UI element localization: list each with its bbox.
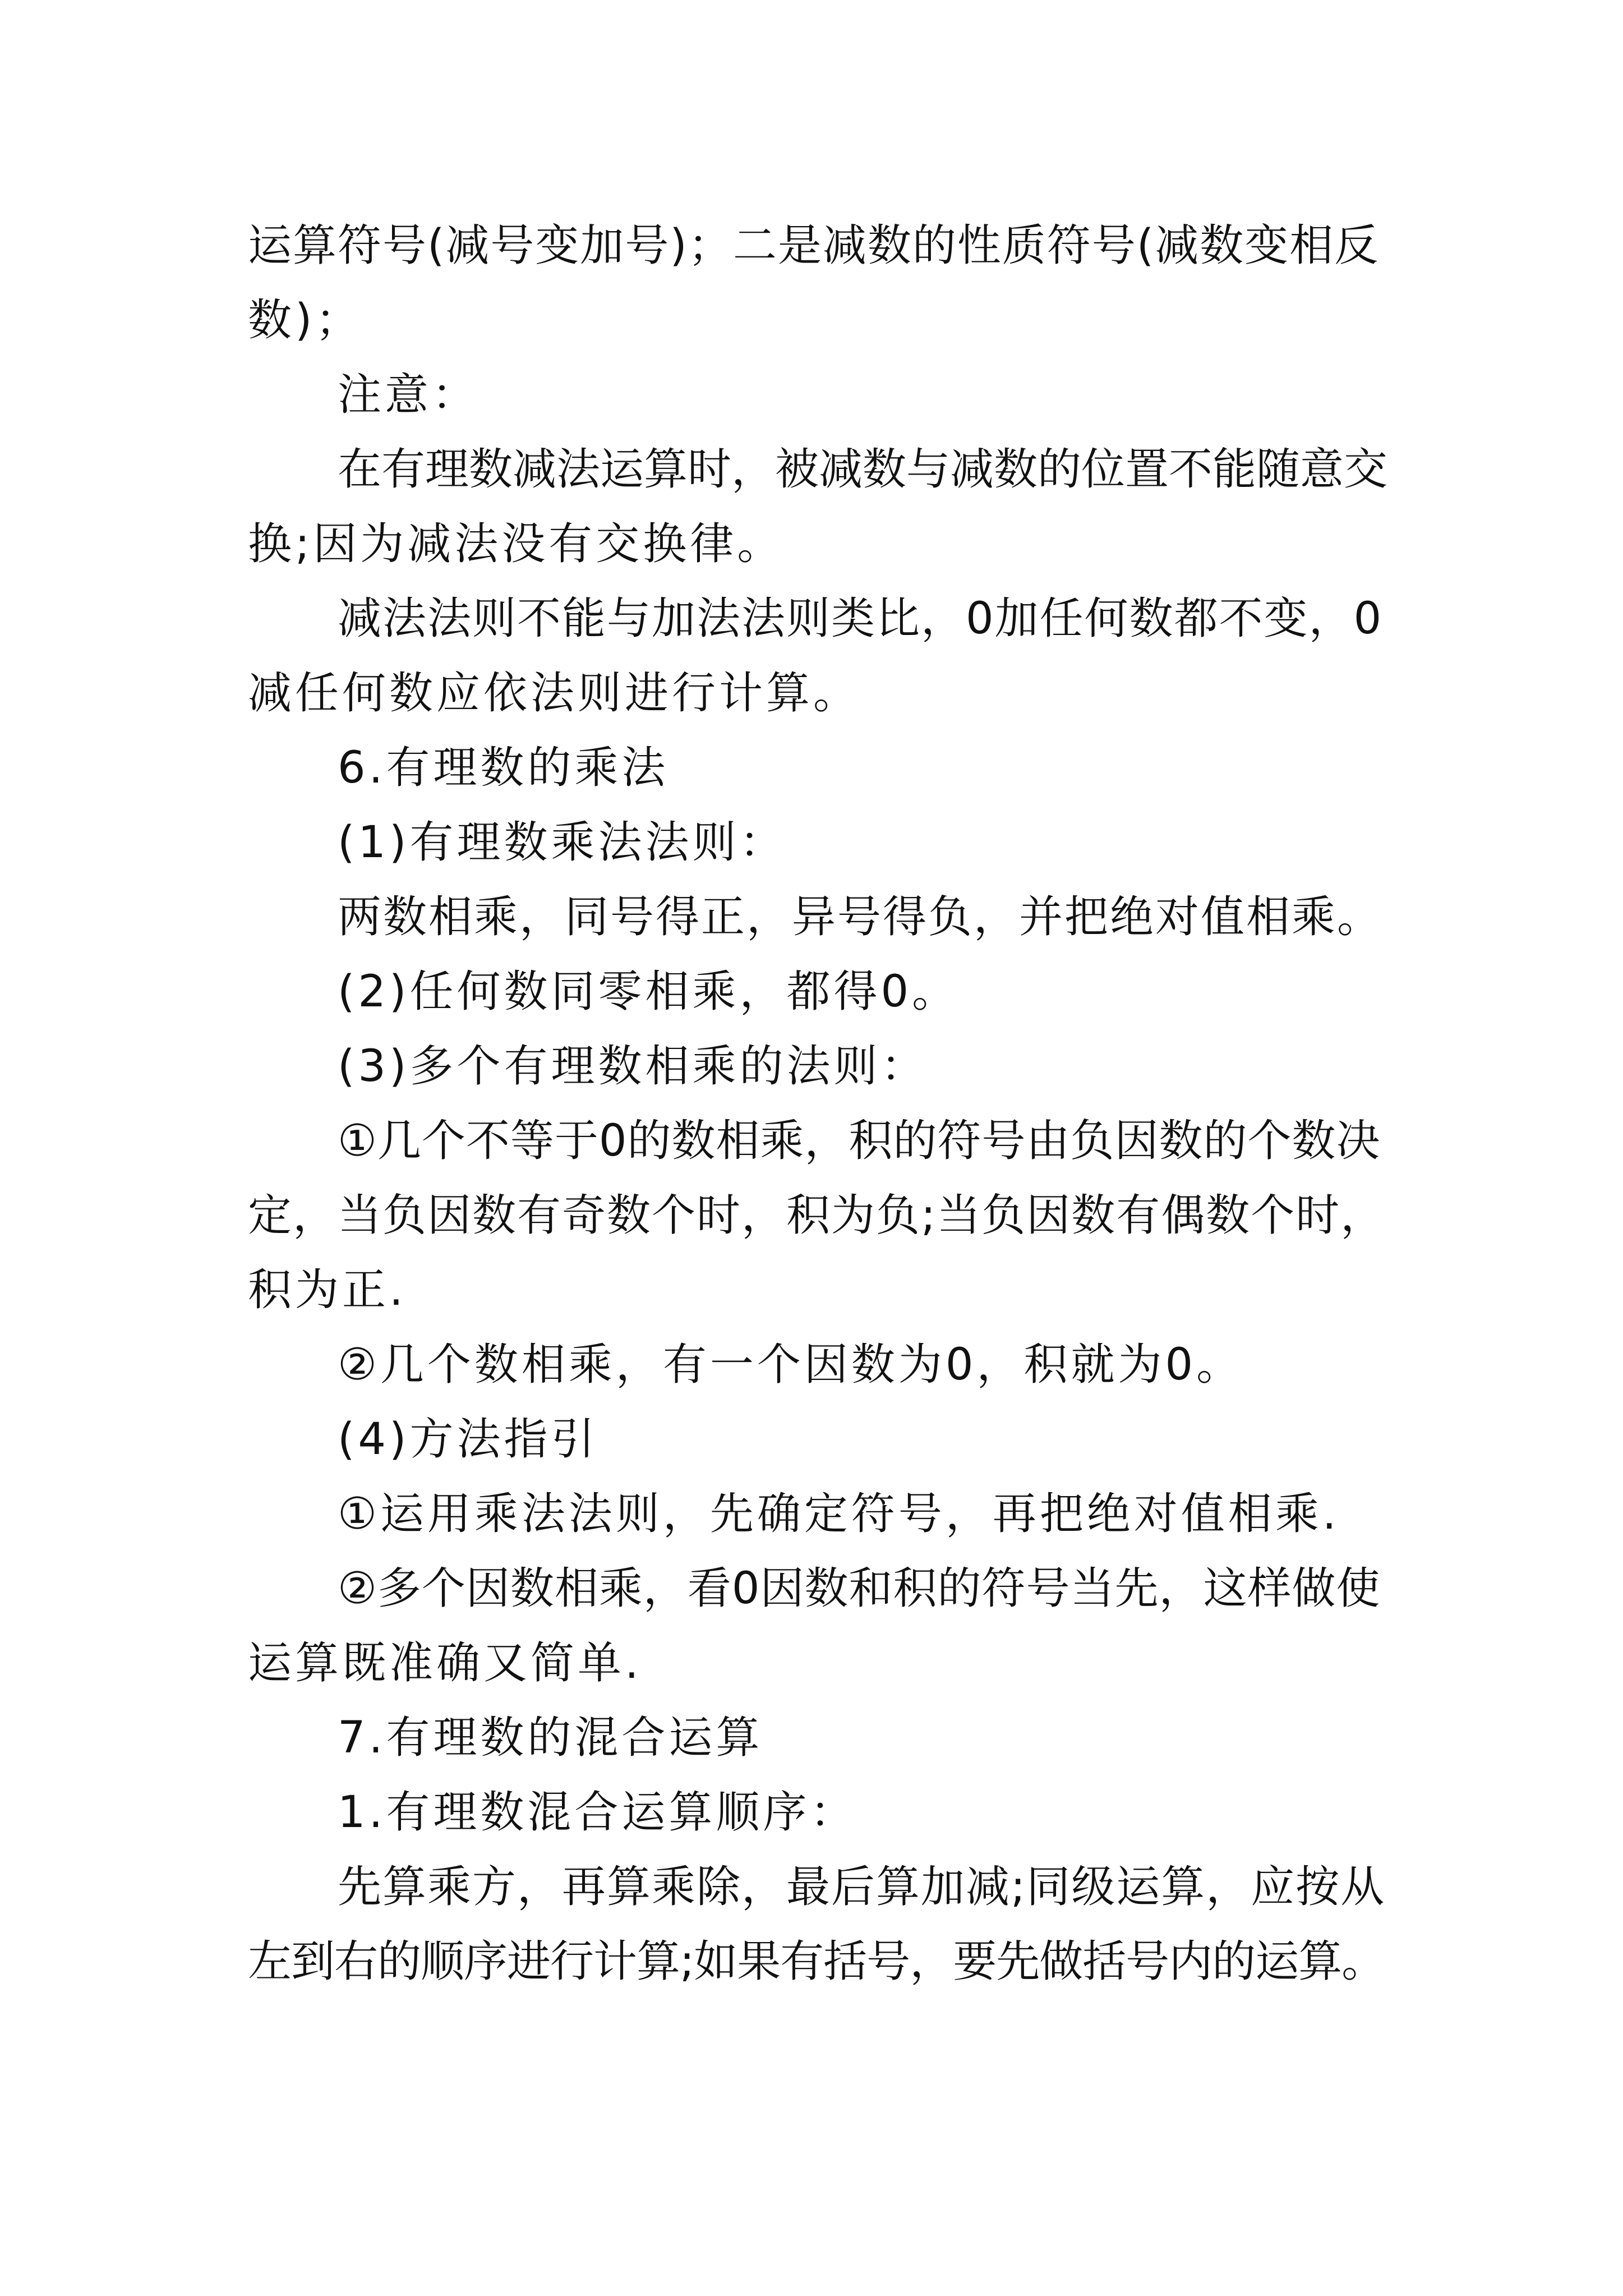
text-line: 减任何数应依法则进行计算。 [248, 668, 861, 719]
text-line: 数)； [248, 295, 363, 346]
text-line: 先算乘方，再算乘除，最后算加减;同级运算，应按从 [338, 1862, 1386, 1912]
text-line: 两数相乘，同号得正，异号得负，并把绝对值相乘。 [338, 892, 1383, 942]
section-heading: 6.有理数的乘法 [338, 743, 669, 793]
text-line: 1.有理数混合运算顺序： [338, 1787, 857, 1838]
text-line: ①运用乘法法则，先确定符号，再把绝对值相乘. [338, 1489, 1340, 1539]
text-line: 减法法则不能与加法法则类比，0加任何数都不变，0 [338, 593, 1383, 644]
section-heading: 7.有理数的混合运算 [338, 1713, 763, 1763]
text-line: 左到右的顺序进行计算;如果有括号，要先做括号内的运算。 [248, 1936, 1385, 1987]
text-line: (4)方法指引 [338, 1414, 598, 1465]
text-line: 在有理数减法运算时，被减数与减数的位置不能随意交 [338, 444, 1388, 495]
text-line: (1)有理数乘法法则： [338, 817, 787, 868]
text-line: 积为正. [248, 1265, 407, 1315]
text-line: ②多个因数相乘，看0因数和积的符号当先，这样做使 [338, 1563, 1381, 1614]
text-line: 定，当负因数有奇数个时，积为负;当负因数有偶数个时， [248, 1190, 1386, 1241]
text-line: 注意： [338, 370, 479, 420]
text-line: ②几个数相乘，有一个因数为0，积就为0。 [338, 1340, 1244, 1390]
text-line: 换;因为减法没有交换律。 [248, 519, 785, 569]
text-line: ①几个不等于0的数相乘，积的符号由负因数的个数决 [338, 1116, 1381, 1166]
text-line: (3)多个有理数相乘的法则： [338, 1041, 928, 1092]
text-line: 运算符号(减号变加号)；二是减数的性质符号(减数变相反 [248, 220, 1380, 271]
text-line: (2)任何数同零相乘，都得0。 [338, 967, 960, 1017]
document-body [248, 209, 1392, 1999]
text-line: 运算既准确又简单. [248, 1638, 642, 1688]
